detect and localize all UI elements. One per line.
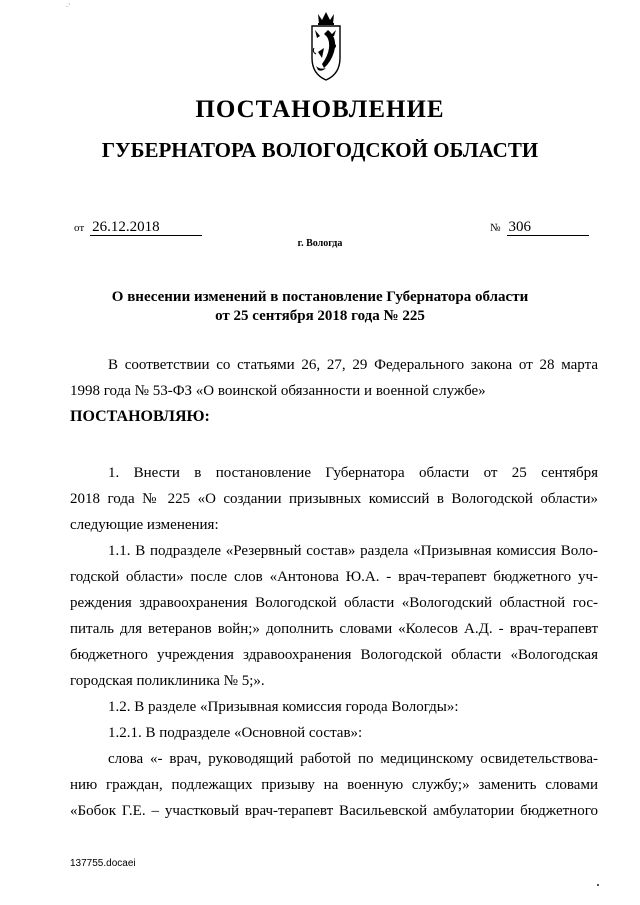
city-name: г. Вологда: [297, 238, 343, 249]
body-line: следующие изменения:: [70, 517, 219, 533]
body-line: 2018 года № 225 «О создании призывных комиссий в Вологодской области»: [70, 491, 598, 507]
body-line: бюджетного учреждения здравоохранения Вологодской области «Вологодская: [70, 647, 598, 663]
number-field: [490, 220, 589, 236]
body-line: реждения здравоохранения Вологодской области «Вологодский областной гос-: [70, 595, 598, 611]
document-subtitle: ГУБЕРНАТОРА ВОЛОГОДСКОЙ ОБЛАСТИ: [101, 138, 539, 162]
body-line: 1.1. В подразделе «Резервный состав» раздела «Призывная комиссия Воло-: [108, 543, 598, 559]
body-line: нию граждан, подлежащих призыву на военную службу;» заменить словами: [70, 777, 598, 793]
body-line: годской области» после слов «Антонова Ю.А. - врач-терапевт бюджетного уч-: [70, 569, 598, 585]
subject-line-2: от 25 сентября 2018 года № 225: [215, 308, 425, 324]
body-line: 1.2.1. В подразделе «Основной состав»:: [108, 725, 363, 741]
document-id: 137755.docaei: [70, 858, 136, 869]
preamble-line-1: В соответствии со статьями 26, 27, 29 Федерального закона от 28 марта: [108, 357, 598, 373]
body-line: 1.2. В разделе «Призывная комиссия города Вологды»:: [108, 699, 459, 715]
subject-line-1: О внесении изменений в постановление Губернатора области: [111, 289, 529, 305]
scan-speck: [597, 884, 599, 886]
scan-mark: .·: [66, 0, 71, 9]
body-line: питаль для ветеранов войн;» дополнить словами «Колесов А.Д. - врач-терапевт: [70, 621, 598, 637]
body-line: городская поликлиника № 5;».: [70, 673, 265, 689]
document-title: ПОСТАНОВЛЕНИЕ: [195, 96, 445, 123]
preamble-paragraph: [70, 352, 598, 404]
date-value: 26.12.2018: [90, 220, 202, 236]
body-line: «Бобок Г.Е. – участковый врач-терапевт Васильевской амбулатории бюджетного: [70, 803, 598, 819]
preamble-line-2: 1998 года № 53-ФЗ «О воинской обязанности и военной службе»: [70, 383, 486, 399]
coat-of-arms-icon: [298, 8, 354, 86]
body-line: слова «- врач, руководящий работой по медицинскому освидетельствова-: [108, 751, 598, 767]
body-paragraphs: [70, 460, 598, 824]
date-field: [74, 220, 202, 236]
date-label: от: [74, 222, 85, 234]
number-label: №: [490, 222, 501, 234]
document-subject: [0, 288, 640, 326]
decree-word: ПОСТАНОВЛЯЮ:: [70, 408, 210, 425]
number-value: 306: [507, 220, 589, 236]
body-line: 1. Внести в постановление Губернатора области от 25 сентября: [108, 465, 598, 481]
